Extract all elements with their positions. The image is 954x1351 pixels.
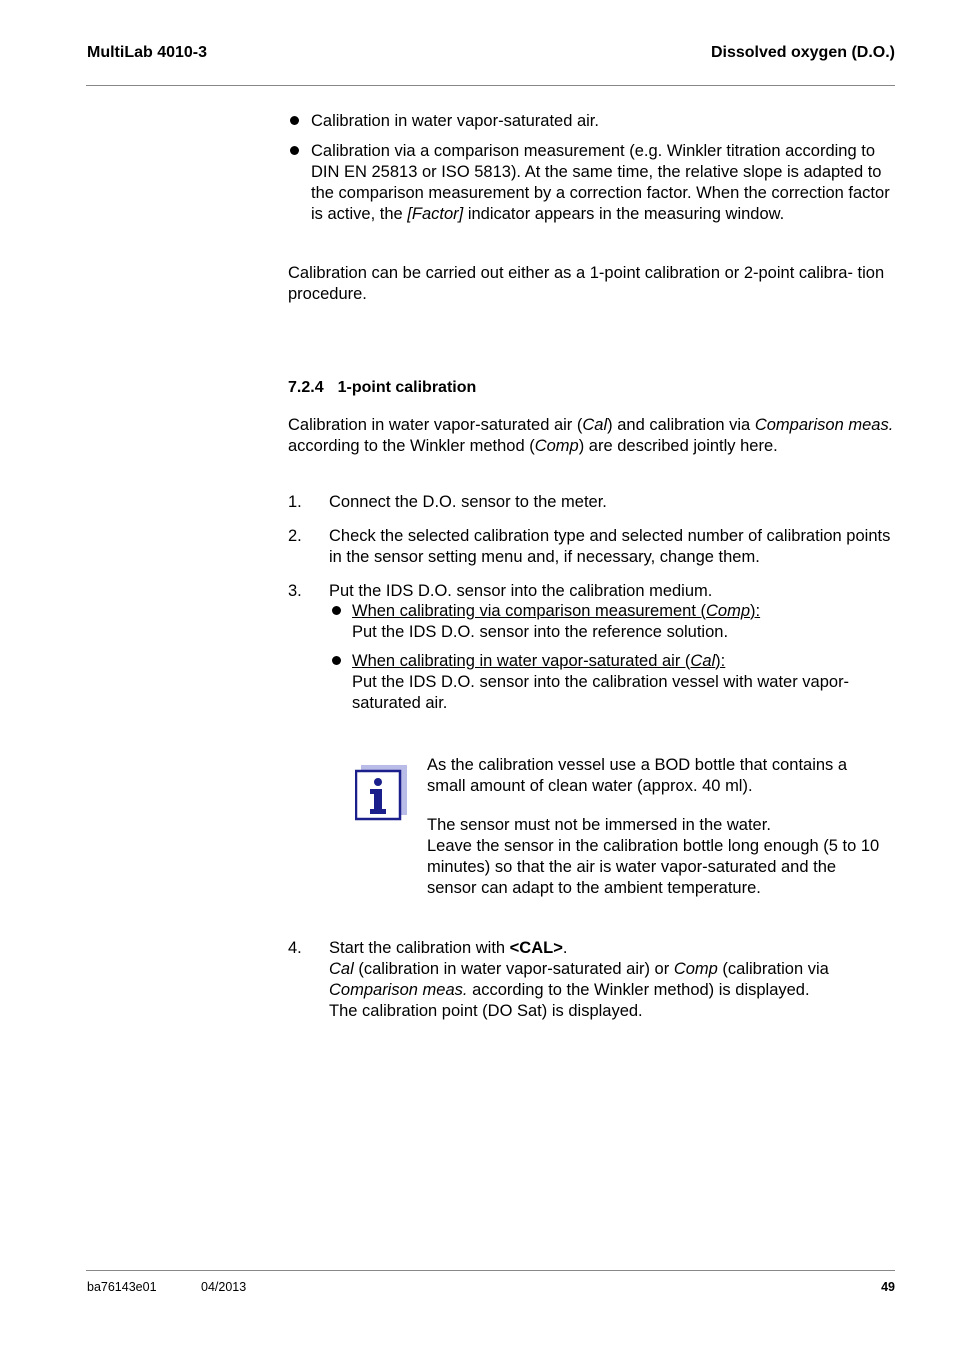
cal-key: <CAL> <box>509 939 563 957</box>
sub-2-heading: When calibrating in water vapor-saturated air (Cal): <box>352 652 726 670</box>
intro-paragraph: Calibration can be carried out either as a 1-point calibration or 2-point calibra- tion procedure. <box>288 264 885 303</box>
step-number: 3. <box>288 582 302 600</box>
step-3-sub-1 <box>352 601 895 643</box>
section-heading <box>288 379 476 397</box>
step-2-text: Check the selected calibration type and selected number of calibration points in the sensor setting menu and, if necessary, change them. <box>329 527 891 566</box>
step-4-text: Start the calibration with <CAL>. Cal (calibration in water vapor-saturated air) or Comp (calibration via Comparison meas. according to the Winkler method) is displayed. The calibration point (DO Sat) is displayed. <box>329 939 829 1020</box>
bullet-dot <box>290 146 299 155</box>
intro-bullet-1: Calibration in water vapor-saturated air. <box>311 112 599 130</box>
note-paragraph-2: The sensor must not be immersed in the water. Leave the sensor in the calibration bottle long enough (5 to 10 minutes) so that the air is water vapor-saturated and the sensor can adapt to the ambient temperature. <box>427 816 880 897</box>
footer-date: 04/2013 <box>201 1280 247 1294</box>
step-number: 1. <box>288 493 302 511</box>
sub-1-heading: When calibrating via comparison measurement (Comp): <box>352 602 761 620</box>
step-3-sub-2 <box>352 651 895 714</box>
step-1-text: Connect the D.O. sensor to the meter. <box>329 493 607 511</box>
factor-indicator: [Factor] <box>407 205 464 223</box>
bullet-dot <box>332 656 341 665</box>
header-section: Dissolved oxygen (D.O.) <box>710 44 895 61</box>
footer-rule <box>86 1270 895 1271</box>
section-intro: Calibration in water vapor-saturated air (Cal) and calibration via Comparison meas. according to the Winkler method (Comp) are described jointly here. <box>288 416 894 455</box>
step-number: 2. <box>288 527 302 545</box>
header-title: MultiLab 4010-3 <box>87 44 208 61</box>
sub-2-body: Put the IDS D.O. sensor into the calibration vessel with water vapor- saturated air. <box>352 673 850 712</box>
sub-1-body: Put the IDS D.O. sensor into the reference solution. <box>352 623 729 641</box>
header-rule <box>86 85 895 86</box>
step-number: 4. <box>288 939 302 957</box>
info-icon <box>355 765 407 821</box>
step-3-text: Put the IDS D.O. sensor into the calibration medium. <box>329 582 713 600</box>
section-title: 1-point calibration <box>337 379 477 396</box>
intro-bullet-2: Calibration via a comparison measurement (e.g. Winkler titration according to DIN EN 25813 or ISO 5813). At the same time, the relative slope is adapted to the comparison measurement by a correction factor. When the correction factor is active, the [Factor] indicator appears in the measuring window. <box>311 142 890 223</box>
section-number: 7.2.4 <box>288 379 324 396</box>
footer-doc-id: ba76143e01 <box>87 1280 157 1294</box>
page-number: 49 <box>881 1280 895 1294</box>
bullet-dot <box>332 606 341 615</box>
bullet-dot <box>290 116 299 125</box>
note-paragraph-1: As the calibration vessel use a BOD bottle that contains a small amount of clean water (approx. 40 ml). <box>427 756 848 795</box>
